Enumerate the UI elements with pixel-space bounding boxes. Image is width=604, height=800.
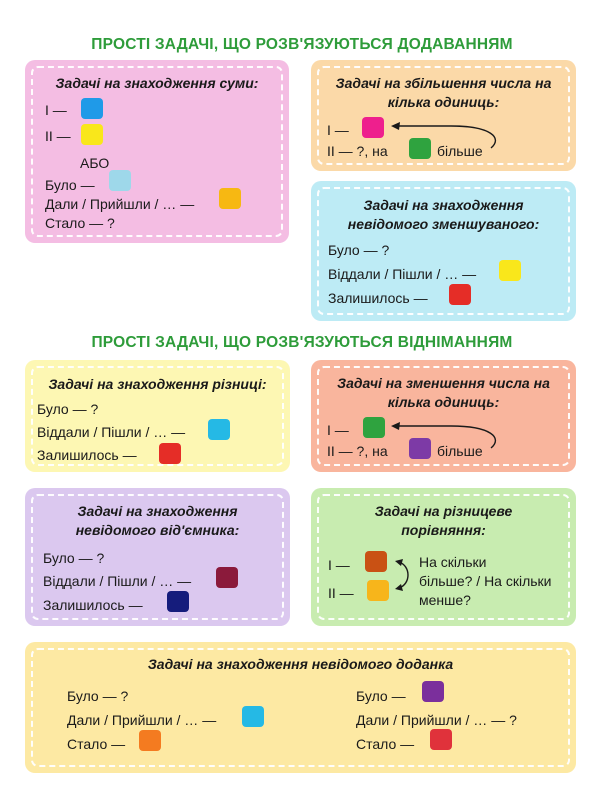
card-minuend xyxy=(311,181,576,321)
amber-square xyxy=(367,580,389,601)
card-minuend-title: Задачі на знаходження невідомого зменшуваного: xyxy=(347,197,540,232)
card-increase xyxy=(311,60,576,171)
card-subtrahend xyxy=(25,488,290,626)
card-difference-title: Задачі на знаходження різниці: xyxy=(48,376,267,392)
compare-row-1: І — xyxy=(328,557,350,573)
magenta-square xyxy=(362,117,384,138)
card-compare-title: Задачі на різницеве порівняння: xyxy=(374,503,513,538)
card-increase-title: Задачі на збільшення числа на кількa одиниць: xyxy=(335,75,552,110)
addend-left-row-1: Було — ? xyxy=(67,688,129,704)
difference-row-2: Віддали / Пішли / … — xyxy=(37,424,186,440)
card-decrease xyxy=(311,360,576,472)
double-arrow-icon xyxy=(395,558,417,594)
green-square xyxy=(363,417,385,438)
blue-square xyxy=(81,98,103,119)
card-difference xyxy=(25,360,290,472)
increase-row-2-a: ІІ — ?, на xyxy=(327,143,388,159)
subtrahend-row-3: Залишилось — xyxy=(43,597,143,613)
sum-row-5: Стало — ? xyxy=(45,215,115,231)
addend-right-row-1: Було — xyxy=(356,688,406,704)
card-sum-title: Задачі на знаходження суми: xyxy=(55,75,259,91)
red-square xyxy=(159,443,181,464)
addend-right-row-3: Стало — xyxy=(356,736,415,752)
difference-row-1: Було — ? xyxy=(37,401,99,417)
addend-right-row-2: Дали / Прийшли / … — ? xyxy=(356,712,517,728)
gold-square xyxy=(219,188,241,209)
decrease-row-2-b: більше xyxy=(437,443,483,459)
compare-question-3: менше? xyxy=(419,592,471,608)
crimson-square xyxy=(430,729,452,750)
red-square xyxy=(449,284,471,305)
cyan-square xyxy=(242,706,264,727)
lightblue-square xyxy=(109,170,131,191)
sum-or-label: АБО xyxy=(80,155,110,171)
sum-row-2: ІІ — xyxy=(45,128,71,144)
purple-square xyxy=(422,681,444,702)
curved-arrow-icon xyxy=(391,420,501,454)
increase-row-2-b: більше xyxy=(437,143,483,159)
yellow-square xyxy=(81,124,103,145)
addend-left-row-2: Дали / Прийшли / … — xyxy=(67,712,217,728)
compare-question-2: більше? / На скільки xyxy=(419,573,552,589)
card-subtrahend-title: Задачі на знаходження невідомого від'ємника: xyxy=(75,503,240,538)
increase-row-1: І — xyxy=(327,122,349,138)
subtrahend-row-1: Було — ? xyxy=(43,550,105,566)
card-addend-title: Задачі на знаходження невідомого доданка xyxy=(147,656,454,672)
orange-square xyxy=(139,730,161,751)
sum-row-3: Було — xyxy=(45,177,95,193)
card-addend xyxy=(25,642,576,773)
difference-row-3: Залишилось — xyxy=(37,447,137,463)
addend-left-row-3: Стало — xyxy=(67,736,126,752)
maroon-square xyxy=(216,567,238,588)
curved-arrow-icon xyxy=(391,120,501,154)
yellow-square xyxy=(499,260,521,281)
brown-square xyxy=(365,551,387,572)
cyan-square xyxy=(208,419,230,440)
subtraction-section-title: ПРОСТІ ЗАДАЧІ, ЩО РОЗВ'ЯЗУЮТЬСЯ ВІДНІМАННЯМ xyxy=(91,334,513,351)
sum-row-1: І — xyxy=(45,102,67,118)
decrease-row-2-a: ІІ — ?, на xyxy=(327,443,388,459)
card-compare xyxy=(311,488,576,626)
navy-square xyxy=(167,591,189,612)
subtrahend-row-2: Віддали / Пішли / … — xyxy=(43,573,192,589)
minuend-row-3: Залишилось — xyxy=(328,290,428,306)
card-decrease-title: Задачі на зменшення числа на кількa одиниць: xyxy=(337,375,550,410)
minuend-row-1: Було — ? xyxy=(328,242,390,258)
compare-row-2: ІІ — xyxy=(328,585,354,601)
card-sum xyxy=(25,60,289,243)
sum-row-4: Дали / Прийшли / … — xyxy=(45,196,195,212)
addition-section-title: ПРОСТІ ЗАДАЧІ, ЩО РОЗВ'ЯЗУЮТЬСЯ ДОДАВАННЯМ xyxy=(91,36,513,53)
decrease-row-1: І — xyxy=(327,422,349,438)
compare-question-1: На скільки xyxy=(419,554,487,570)
minuend-row-2: Віддали / Пішли / … — xyxy=(328,266,477,282)
